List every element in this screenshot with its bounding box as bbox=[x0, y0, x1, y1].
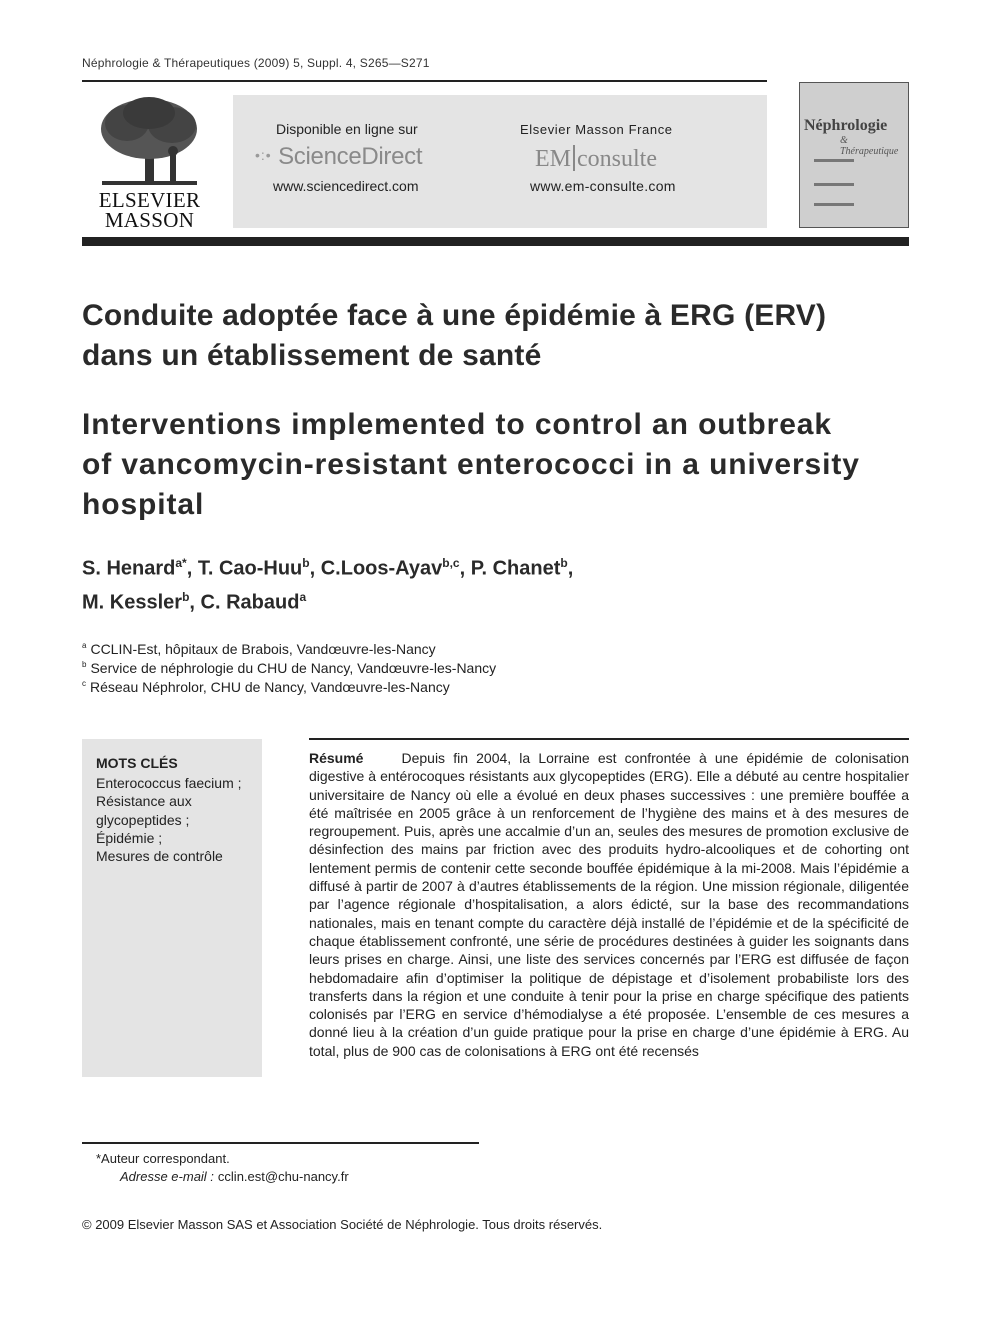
author-name: M. Kessler bbox=[82, 591, 183, 614]
cover-title: Néphrologie bbox=[804, 117, 888, 134]
corresponding-author-note: *Auteur correspondant. bbox=[96, 1151, 230, 1166]
cover-line bbox=[814, 183, 854, 186]
cover-line bbox=[814, 203, 854, 206]
footnote-rule bbox=[82, 1142, 479, 1144]
header-rule bbox=[82, 80, 767, 82]
em-consulte-logo: EM consulte bbox=[535, 146, 657, 172]
em-consulte-caption: Elsevier Masson France bbox=[520, 122, 673, 137]
cover-subtitle: & Thérapeutique bbox=[840, 135, 899, 157]
sciencedirect-url[interactable]: www.sciencedirect.com bbox=[273, 178, 419, 194]
title-english: Interventions implemented to control an outbreak of vancomycin-resistant enterococci in a university hospital bbox=[82, 408, 860, 521]
email-link[interactable]: cclin.est@chu-nancy.fr bbox=[217, 1169, 349, 1184]
keywords-list bbox=[96, 774, 256, 865]
journal-reference: Néphrologie & Thérapeutiques (2009) 5, Suppl. 4, S265—S271 bbox=[82, 56, 430, 70]
logo-text-elsevier: ELSEVIER bbox=[98, 188, 201, 212]
header-thick-rule bbox=[82, 237, 909, 246]
keyword-item: Enterococcus faecium ; bbox=[96, 775, 242, 791]
keywords-title: MOTS CLÉS bbox=[96, 755, 178, 771]
author-name: T. Cao-Huu bbox=[197, 557, 303, 580]
journal-cover-image bbox=[799, 82, 909, 228]
abstract-rule bbox=[309, 738, 909, 740]
title-french: Conduite adoptée face à une épidémie à ERG (ERV) dans un établissement de santé bbox=[82, 299, 827, 372]
logo-text-masson: MASSON bbox=[104, 208, 195, 232]
author-name: C.Loos-Ayav bbox=[320, 557, 443, 580]
elsevier-masson-logo bbox=[82, 95, 217, 230]
abstract-label: Résumé bbox=[309, 750, 364, 766]
copyright-notice: © 2009 Elsevier Masson SAS et Association Société de Néphrologie. Tous droits réservés. bbox=[82, 1217, 603, 1232]
keyword-item: Épidémie ; bbox=[96, 829, 163, 846]
abstract bbox=[309, 749, 909, 1060]
abstract-text: Depuis fin 2004, la Lorraine est confrontée à une épidémie de colonisation digestive à entérocoques résistants aux glycopeptides (ERG). Elle a débuté au centre hospitalier universitaire de Nancy où elle a évolué en deux phases successives : une première bouffée a été maîtrisée en 2005 grâce à un renforcement de l’hygiène des mains et à des mesures de regroupement. Puis, après une accalmie d’un an, seules des mesures de promotion exclusive de désinfection des mains par friction avec des produits hydro-alcooliques et de cohorting ont lentement permis de contenir cette seconde bouffée épidémique à la mi-2008. Mais l’épidémie a diffusé à partir de 2007 à d’autres établissements de la région. Une mission régionale, diligentée par l’agence régionale d’hospitalisation, a alors édicté, sur la base des recommandations nationales, mais en tenant compte du caractère déjà installé de l’épidémie et de la spécificité de chaque établissement confronté, une série de procédures destinées à guider les soignants dans leurs prises en charge. Ainsi, une liste des services concernés par l’ERG est diffusée de façon hebdomadaire afin d’optimiser la politique de dépistage et d’isolement probabiliste lors des transferts dans la région et une conduite à tenir pour la prise en charge spécifique des patients colonisés par l’ERG en service d’hémodialyse a été proposée. L’ensemble de ces mesures a donné lieu à la création d’un guide pratique pour la prise en charge d’une épidémie à ERG. Au total, plus de 900 cas de colonisations à ERG ont été recensés bbox=[309, 750, 909, 1059]
keywords-box bbox=[82, 739, 262, 1077]
keyword-item: Mesures de contrôle bbox=[96, 848, 223, 865]
sciencedirect-dots-icon: •:• bbox=[255, 147, 272, 163]
author-name: S. Henard bbox=[82, 557, 176, 580]
tree-icon bbox=[82, 95, 217, 187]
keyword-item: Résistance aux glycopeptides ; bbox=[96, 793, 192, 828]
cover-line bbox=[814, 159, 854, 162]
affiliation-c: $^c$ Réseau Néphrolor, CHU de Nancy, Vandœuvre-les-Nancy bbox=[82, 679, 450, 695]
email-note: Adresse e-mail : cclin.est@chu-nancy.fr bbox=[120, 1169, 349, 1184]
author-name: C. Rabaud bbox=[200, 591, 300, 614]
affiliation-a: $^a$ CCLIN-Est, hôpitaux de Brabois, Vandœuvre-les-Nancy bbox=[82, 641, 436, 657]
author-name: P. Chanet bbox=[470, 557, 561, 580]
availability-banner bbox=[233, 95, 767, 228]
sciencedirect-caption: Disponible en ligne sur bbox=[276, 121, 418, 137]
affiliation-b: $^b$ Service de néphrologie du CHU de Nancy, Vandœuvre-les-Nancy bbox=[82, 660, 497, 676]
author-list: S. Henard$^{a*}$, T. Cao-Huu$^b$, C.Loos-Ayav$^{b,c}$, P. Chanet$^b$, M. Kessler$^b$, C. Rabaud$^a$ bbox=[82, 556, 574, 614]
sciencedirect-logo: •:• ScienceDirect bbox=[255, 143, 423, 170]
em-consulte-url[interactable]: www.em-consulte.com bbox=[530, 178, 676, 194]
